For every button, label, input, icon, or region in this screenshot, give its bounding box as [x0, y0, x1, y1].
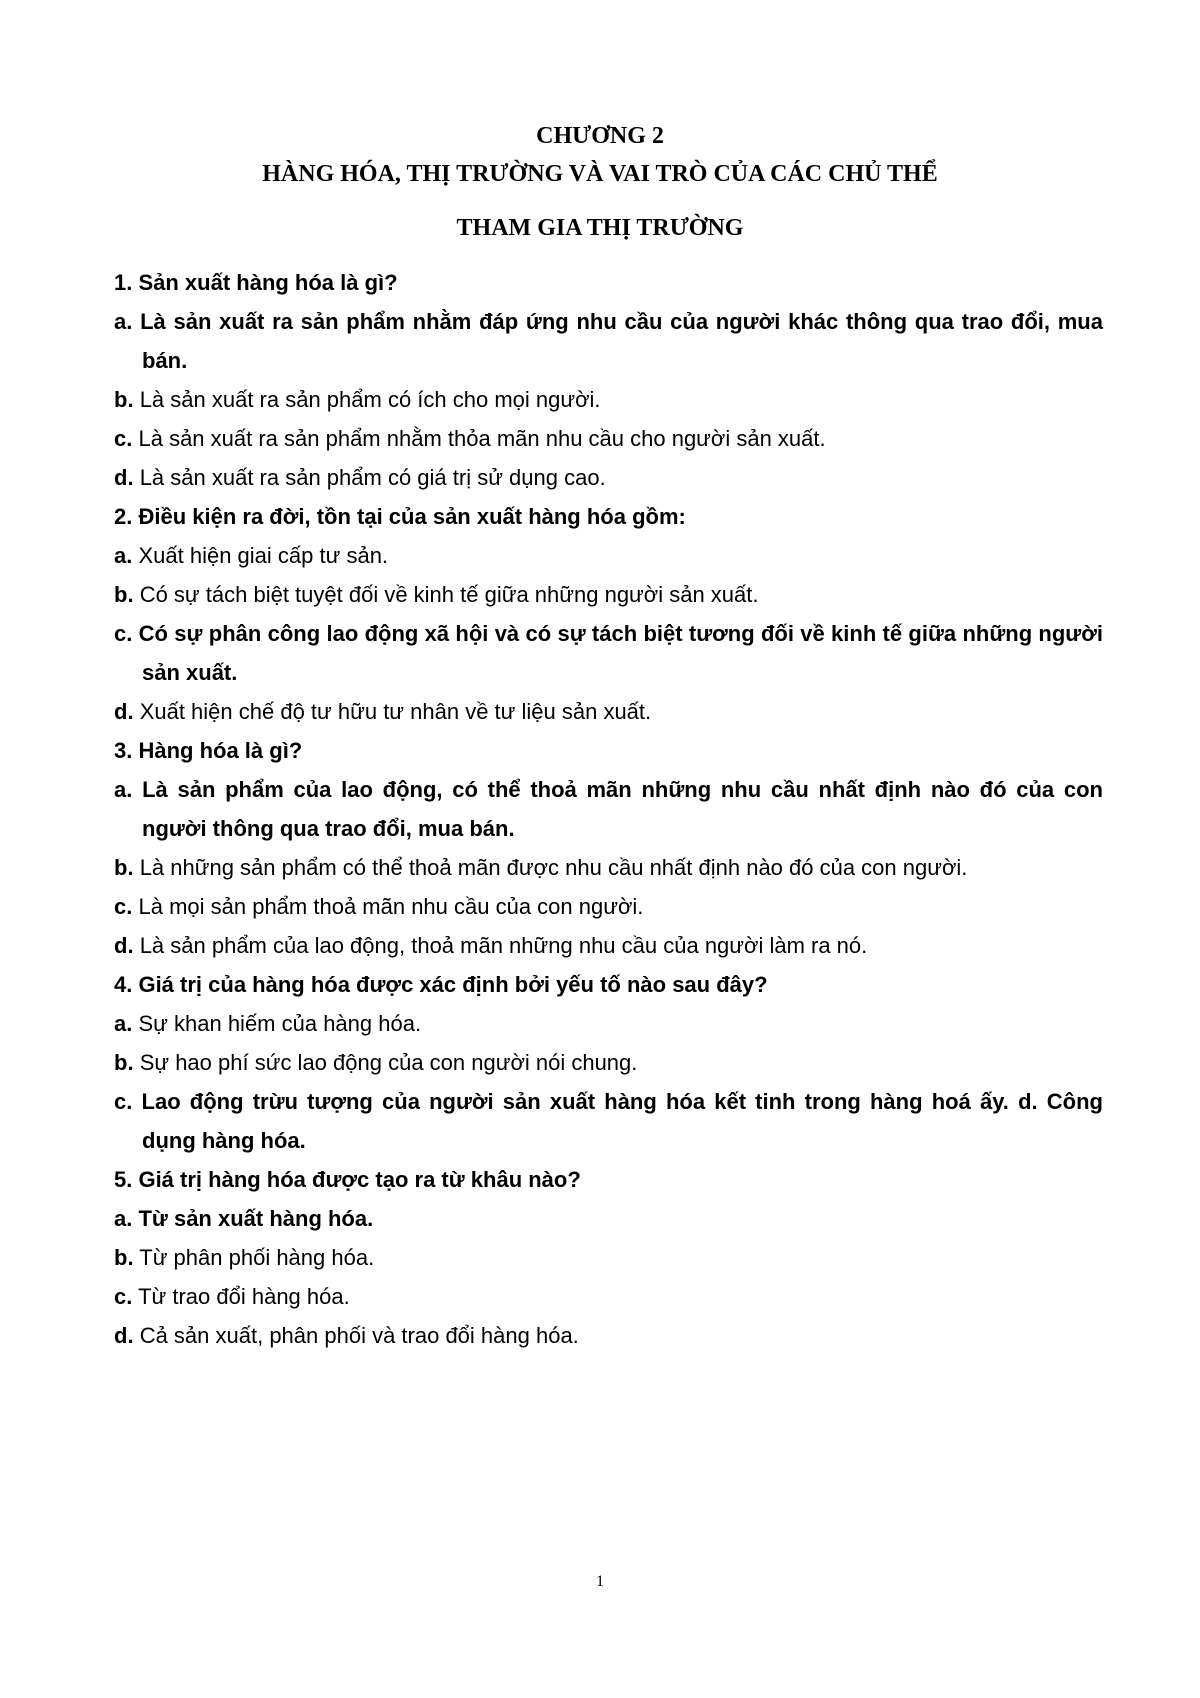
option-text: Là sản phẩm của lao động, thoả mãn những nhu cầu của người làm ra nó.	[139, 933, 868, 958]
question-2-option-c	[114, 614, 1103, 692]
question-5-option-b	[114, 1238, 1103, 1277]
question-1-option-b	[114, 380, 1103, 419]
option-text: Là mọi sản phẩm thoả mãn nhu cầu của con người.	[138, 894, 644, 919]
option-letter: c.	[114, 894, 133, 919]
option-letter: c.	[114, 621, 133, 646]
question-2-option-d	[114, 692, 1103, 731]
option-text: Từ trao đổi hàng hóa.	[138, 1284, 350, 1309]
question-2: 2. Điều kiện ra đời, tồn tại của sản xuất hàng hóa gồm:	[114, 504, 686, 529]
question-3-option-c	[114, 887, 1103, 926]
question-3-option-a	[114, 770, 1103, 848]
option-letter: a.	[114, 543, 133, 568]
question-5-option-d	[114, 1316, 1103, 1355]
option-letter: b.	[114, 1245, 134, 1270]
chapter-title-line-1: HÀNG HÓA, THỊ TRƯỜNG VÀ VAI TRÒ CỦA CÁC CHỦ THỂ	[262, 161, 938, 187]
option-text: Là sản xuất ra sản phẩm nhằm đáp ứng nhu cầu của người khác thông qua trao đổi, mua bán.	[140, 309, 1103, 373]
question-1-option-a	[114, 302, 1103, 380]
page-number: 1	[596, 1573, 604, 1590]
question-5-option-a	[114, 1199, 1103, 1238]
option-letter: a.	[114, 309, 133, 334]
option-text: Sự hao phí sức lao động của con người nói chung.	[139, 1050, 638, 1075]
question-4: 4. Giá trị của hàng hóa được xác định bởi yếu tố nào sau đây?	[114, 972, 768, 997]
option-letter: a.	[114, 777, 133, 802]
option-letter: d.	[114, 1323, 134, 1348]
question-4-option-b	[114, 1043, 1103, 1082]
question-1-option-c	[114, 419, 1103, 458]
option-letter: c.	[114, 1284, 133, 1309]
option-letter: b.	[114, 855, 134, 880]
question-2-option-a	[114, 536, 1103, 575]
question-5: 5. Giá trị hàng hóa được tạo ra từ khâu nào?	[114, 1167, 581, 1192]
option-text: Xuất hiện giai cấp tư sản.	[138, 543, 389, 568]
question-4-option-a	[114, 1004, 1103, 1043]
option-letter: c.	[114, 1089, 133, 1114]
option-text: Là sản xuất ra sản phẩm có giá trị sử dụng cao.	[139, 465, 606, 490]
option-text: Từ phân phối hàng hóa.	[139, 1245, 375, 1270]
question-3: 3. Hàng hóa là gì?	[114, 738, 303, 763]
option-text: Là sản xuất ra sản phẩm nhằm thỏa mãn nhu cầu cho người sản xuất.	[138, 426, 826, 451]
question-1: 1. Sản xuất hàng hóa là gì?	[114, 270, 398, 295]
question-list	[114, 263, 1103, 1355]
option-text: Có sự phân công lao động xã hội và có sự tách biệt tương đối về kinh tế giữa những người sản xuất.	[138, 621, 1103, 685]
option-letter: c.	[114, 426, 133, 451]
question-5-option-c	[114, 1277, 1103, 1316]
option-text: Từ sản xuất hàng hóa.	[138, 1206, 374, 1231]
option-text: Có sự tách biệt tuyệt đối về kinh tế giữa những người sản xuất.	[139, 582, 759, 607]
option-letter: d.	[114, 699, 134, 724]
option-text: Sự khan hiếm của hàng hóa.	[138, 1011, 422, 1036]
question-4-option-c	[114, 1082, 1103, 1160]
question-3-option-d	[114, 926, 1103, 965]
question-1-option-d	[114, 458, 1103, 497]
option-letter: a.	[114, 1206, 133, 1231]
option-text: Là sản xuất ra sản phẩm có ích cho mọi người.	[139, 387, 601, 412]
option-letter: b.	[114, 1050, 134, 1075]
option-letter: d.	[114, 933, 134, 958]
question-2-option-b	[114, 575, 1103, 614]
option-letter: a.	[114, 1011, 133, 1036]
chapter-title-line-2: THAM GIA THỊ TRƯỜNG	[456, 215, 744, 241]
option-text: Là sản phẩm của lao động, có thể thoả mãn những nhu cầu nhất định nào đó của con người thông qua trao đổi, mua bán.	[142, 777, 1103, 841]
chapter-heading: CHƯƠNG 2	[536, 123, 664, 149]
option-text: Lao động trừu tượng của người sản xuất hàng hóa kết tinh trong hàng hoá ấy. d. Công dụng hàng hóa.	[141, 1089, 1103, 1153]
option-letter: b.	[114, 582, 134, 607]
option-letter: d.	[114, 465, 134, 490]
option-text: Xuất hiện chế độ tư hữu tư nhân về tư liệu sản xuất.	[139, 699, 652, 724]
option-letter: b.	[114, 387, 134, 412]
option-text: Là những sản phẩm có thể thoả mãn được nhu cầu nhất định nào đó của con người.	[139, 855, 968, 880]
option-text: Cả sản xuất, phân phối và trao đổi hàng hóa.	[139, 1323, 579, 1348]
question-3-option-b	[114, 848, 1103, 887]
